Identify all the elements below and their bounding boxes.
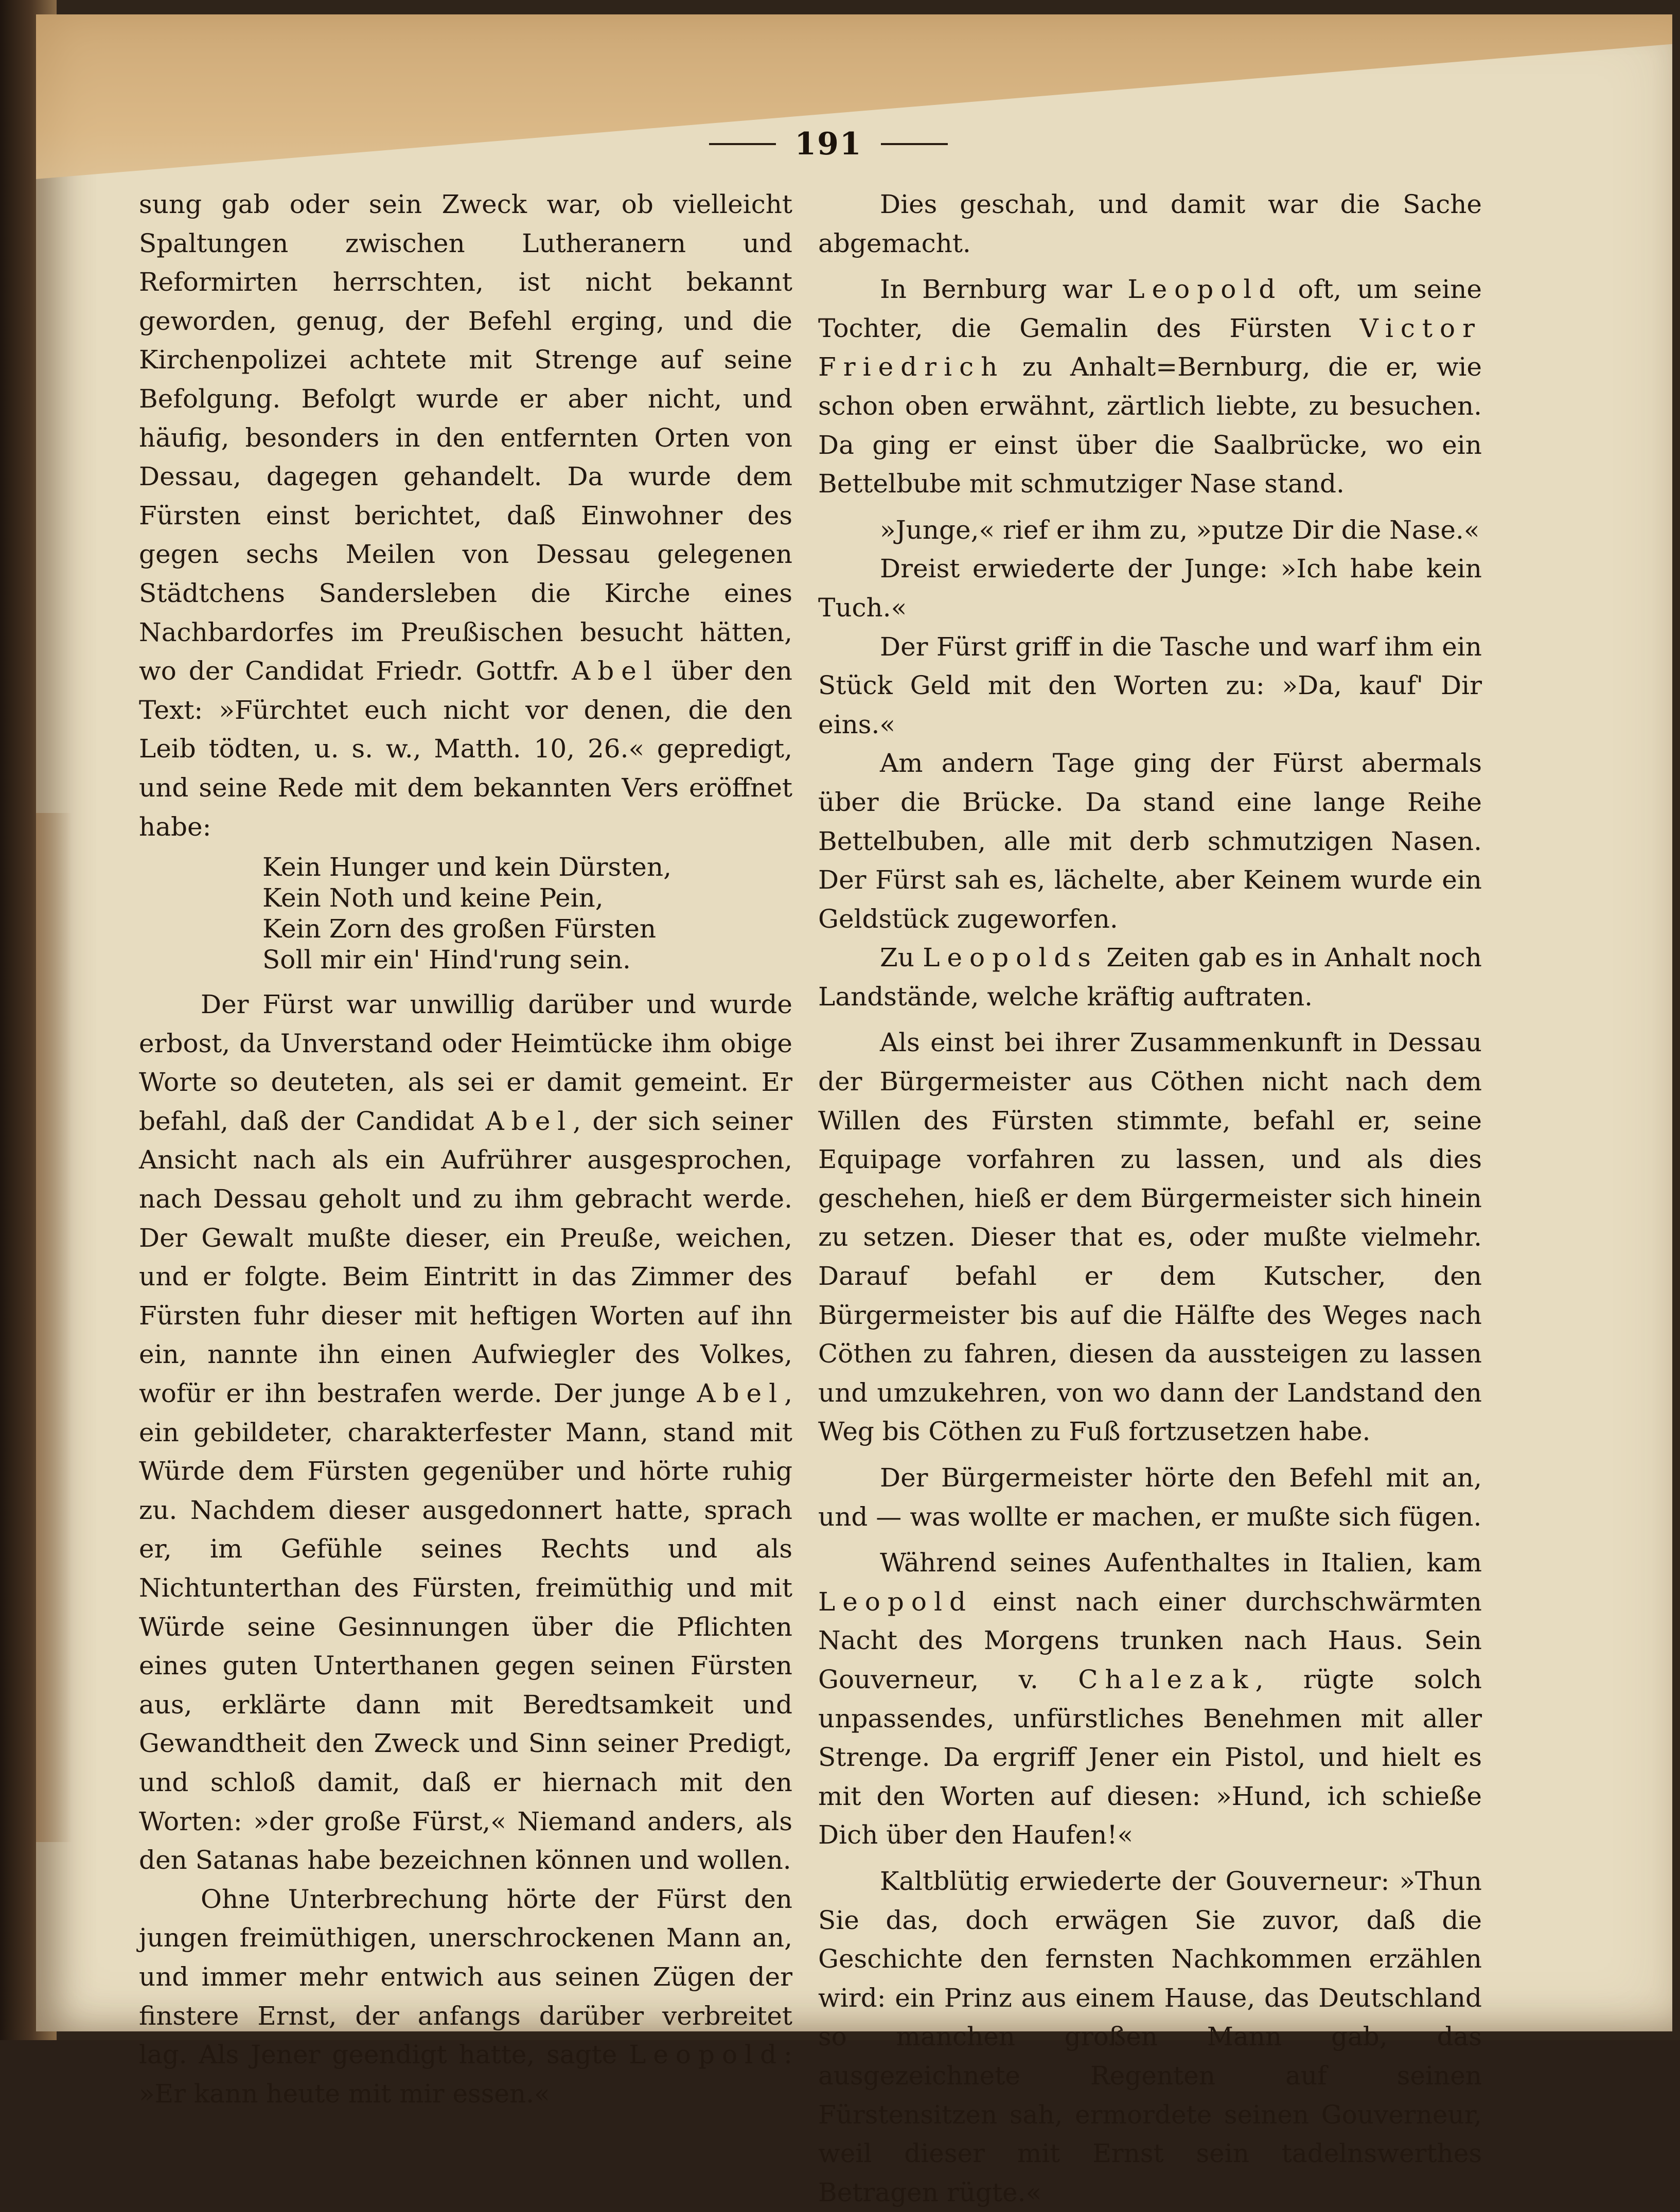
text-run: , der sich seiner Ansicht nach als ein Aufrührer ausgesprochen, nach Dessau geholt und zu ihm gebracht werde. Der Gewalt mußte dieser, ein Preuße, weichen, und er folgte. Beim Eintritt in das Zimmer des Fürsten fuhr dieser mit heftigen Worten auf ihn ein, nannte ihn einen Aufwiegler des Volkes, wofür er ihn bestrafen werde. Der junge bbox=[139, 1106, 792, 1409]
paragraph bbox=[139, 185, 792, 846]
verse-line: Kein Noth und keine Pein, bbox=[262, 883, 604, 913]
paragraph: Am andern Tage ging der Fürst abermals über die Brücke. Da stand eine lange Reihe Bettelbuben, alle mit derb schmutzigen Nasen. Der Fürst sah es, lächelte, aber Keinem wurde ein Geldstück zugeworfen. bbox=[818, 748, 1482, 934]
verse-block bbox=[262, 852, 792, 975]
page-number: 191 bbox=[794, 126, 862, 162]
paragraph bbox=[818, 1544, 1482, 1855]
paragraph bbox=[139, 985, 792, 1880]
header-rule-left bbox=[709, 143, 776, 145]
verse-line: Kein Zorn des großen Fürsten bbox=[262, 914, 657, 944]
paragraph: Dies geschah, und damit war die Sache abgemacht. bbox=[818, 189, 1482, 258]
right-column bbox=[818, 185, 1482, 2212]
text-run: Der Fürst war unwillig darüber und wurde erbost, da Unverstand oder Heimtücke ihm obige Worte so deuteten, als sei er damit gemeint. Er befahl, daß der Candidat bbox=[139, 989, 792, 1136]
text-run: oft, um seine Tochter, die Gemalin des Fürsten bbox=[818, 274, 1482, 343]
text-run: Zeiten gab es in Anhalt noch Landstände, welche kräftig auftraten. bbox=[818, 943, 1482, 1012]
text-run: einst nach einer durchschwärmten Nacht des Morgens trunken nach Haus. Sein Gouverneur, v. bbox=[818, 1586, 1482, 1694]
text-run: In Bernburg war bbox=[880, 274, 1112, 305]
header-rule-right bbox=[881, 143, 948, 145]
text-run: , rügte solch unpassendes, unfürstliches Benehmen mit aller Strenge. Da ergriff Jener ein Pistol, und hielt es mit den Worten auf diesen: »Hund, ich schieße Dich über den Haufen!« bbox=[818, 1664, 1482, 1850]
person-name: Victor Friedrich bbox=[818, 313, 1482, 382]
person-name: Abel bbox=[572, 656, 659, 686]
text-run: Zu bbox=[880, 943, 914, 973]
verse-line: Soll mir ein' Hind'rung sein. bbox=[262, 945, 631, 975]
text-run: sung gab oder sein Zweck war, ob vielleicht Spaltungen zwischen Lutheranern und Reformirten herrschten, ist nicht bekannt geworden, genug, der Befehl erging, und die Kirchenpolizei achtete mit Strenge auf seine Befolgung. Befolgt wurde er aber nicht, und häufig, besonders in den entfernten Orten von Dessau, dagegen gehandelt. Da wurde dem Fürsten einst berichtet, daß Einwohner des gegen sechs Meilen von Dessau gelegenen Städtchens Sandersleben die Kirche eines Nachbardorfes im Preußischen besucht hätten, wo der Candidat Friedr. Gottfr. bbox=[139, 189, 792, 686]
text-run: : »Er kann heute mit mir essen.« bbox=[139, 2040, 792, 2109]
paragraph bbox=[818, 939, 1482, 1016]
paragraph: Der Bürgermeister hörte den Befehl mit an, und — was wollte er machen, er mußte sich fügen. bbox=[818, 1463, 1482, 1532]
paragraph: Kaltblütig erwiederte der Gouverneur: »Thun Sie das, doch erwägen Sie zuvor, daß die Geschichte den fernsten Nachkommen erzählen wird: ein Prinz aus einem Hause, das Deutschland so manchen großen Mann gab, das ausgezeichnete Regenten auf seinen Fürstensitzen sah, ermordete seinen Gouverneur, weil dieser mit Ernst sein tadelnswerthes Betragen rügte.« bbox=[818, 1866, 1482, 2207]
paragraph bbox=[818, 270, 1482, 504]
person-name: Abel bbox=[485, 1106, 573, 1136]
paragraph: Der Fürst griff in die Tasche und warf ihm ein Stück Geld mit den Worten zu: »Da, kauf' Dir eins.« bbox=[818, 631, 1482, 739]
verse-line: Kein Hunger und kein Dürsten, bbox=[262, 852, 671, 882]
text-run: Ohne Unterbrechung hörte der Fürst den jungen freimüthigen, unerschrockenen Mann an, und immer mehr entwich aus seinen Zügen der finstere Ernst, der anfangs darüber verbreitet lag. Als Jener geendigt hatte, sagte bbox=[139, 1884, 792, 2070]
person-name: Leopolds bbox=[923, 943, 1098, 973]
person-name: Chalezak bbox=[1078, 1664, 1255, 1694]
paragraph bbox=[139, 1880, 792, 2114]
text-run: über den Text: »Fürchtet euch nicht vor denen, die den Leib tödten, u. s. w., Matth. 10, 26.« gepredigt, und seine Rede mit dem bekannten Vers eröffnet habe: bbox=[139, 656, 792, 842]
page-header bbox=[684, 116, 972, 172]
person-name: Leopold bbox=[629, 2040, 784, 2070]
person-name: Abel bbox=[697, 1378, 785, 1409]
paragraph: Als einst bei ihrer Zusammenkunft in Dessau der Bürgermeister aus Cöthen nicht nach dem Willen des Fürsten stimmte, befahl er, seine Equipage vorfahren zu lassen, und als dies geschehen, hieß er dem Bürgermeister sich hinein zu setzen. Dieser that es, oder mußte vielmehr. Darauf befahl er dem Kutscher, den Bürgermeister bis auf die Hälfte des Weges nach Cöthen zu fahren, diesen da aussteigen zu lassen und umzukehren, von wo dann der Landstand den Weg bis Cöthen zu Fuß fortzusetzen habe. bbox=[818, 1028, 1482, 1447]
paragraph: »Junge,« rief er ihm zu, »putze Dir die Nase.« bbox=[880, 515, 1480, 545]
person-name: Leopold bbox=[1127, 274, 1283, 305]
text-run: zu Anhalt=Bernburg, die er, wie schon oben erwähnt, zärtlich liebte, zu besuchen. Da ging er einst über die Saalbrücke, wo ein Bettelbube mit schmutziger Nase stand. bbox=[818, 352, 1482, 499]
text-run: Während seines Aufenthaltes in Italien, kam bbox=[880, 1548, 1482, 1578]
left-column bbox=[139, 185, 792, 2113]
person-name: Leopold bbox=[818, 1586, 974, 1617]
text-run: , ein gebildeter, charakterfester Mann, stand mit Würde dem Fürsten gegenüber und hörte ruhig zu. Nachdem dieser ausgedonnert hatte, sprach er, im Gefühle seines Rechts und als Nichtunterthan des Fürsten, freimüthig und mit Würde seine Gesinnungen über die Pflichten eines guten Unterthanen gegen seinen Fürsten aus, erklärte dann mit Beredtsamkeit und Gewandtheit den Zweck und Sinn seiner Predigt, und schloß damit, daß er hiernach mit den Worten: »der große Fürst,« Niemand anders, als den Satanas habe bezeichnen können und wollen. bbox=[139, 1378, 792, 1875]
margin-stain bbox=[36, 813, 72, 1842]
paragraph: Dreist erwiederte der Junge: »Ich habe kein Tuch.« bbox=[818, 554, 1482, 623]
